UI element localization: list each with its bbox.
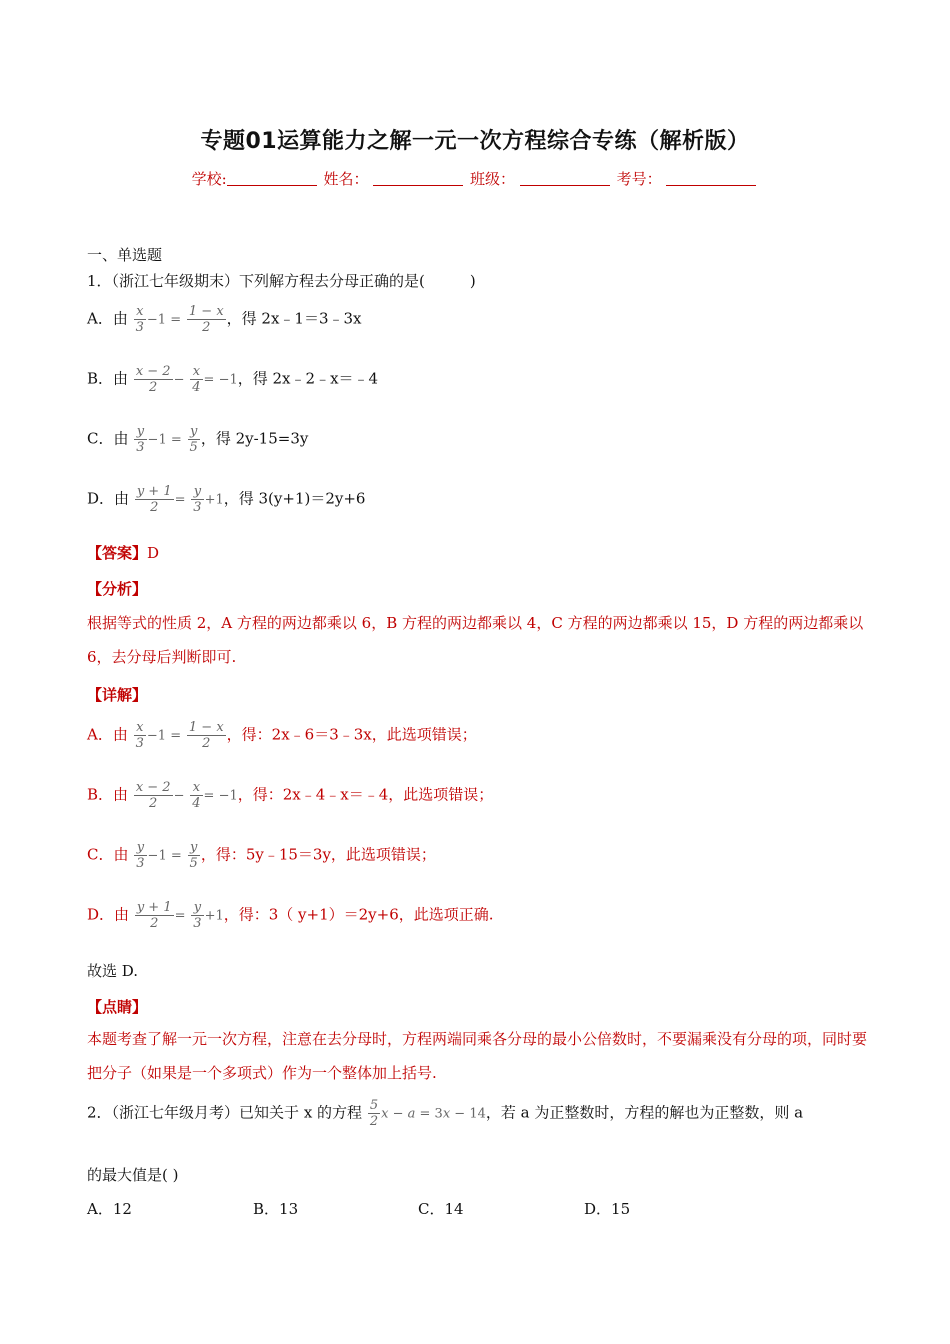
q1-option-d: D．由 $\frac{y + 1}{2}$ = $\frac{y}{3}$ +1，得 3(y+1)＝2y+6	[87, 484, 366, 515]
class-label: 班级：	[470, 170, 516, 188]
q1-option-b: B．由 $\frac{x - 2}{2}$ − $\frac{x}{4}$ = −1，得 2x﹣2﹣x＝﹣4	[87, 364, 379, 395]
number-blank	[666, 171, 756, 186]
question-2-stem-cont: 的最大值是( )	[87, 1166, 179, 1184]
q1-detail-tag: 【详解】	[87, 686, 148, 704]
q1-analysis-tag: 【分析】	[87, 580, 148, 598]
q1-comment-text: 本题考查了解一元一次方程，注意在去分母时，方程两端同乘各分母的最小公倍数时，不要漏乘没有分母的项，同时要把分子（如果是一个多项式）作为一个整体加上括号.	[87, 1030, 868, 1082]
q1-detail-b: B．由 $\frac{x - 2}{2}$ − $\frac{x}{4}$ = −1，得：2x﹣4﹣x＝﹣4，此选项错误；	[87, 780, 494, 811]
q1-detail-d: D．由 $\frac{y + 1}{2}$ = $\frac{y}{3}$ +1，得：3（ y+1）＝2y+6，此选项正确.	[87, 900, 494, 931]
q2-option-a: A．12	[87, 1200, 132, 1218]
q1-answer: 【答案】D	[87, 544, 160, 562]
section-heading: 一、单选题	[87, 246, 163, 264]
school-label: 学校:	[191, 170, 227, 188]
q1-option-c: C．由 $\frac{y}{3}$ −1 = $\frac{y}{5}$ ，得 2y-15=3y	[87, 424, 309, 455]
q1-analysis-text: 根据等式的性质 2，A 方程的两边都乘以 6，B 方程的两边都乘以 4，C 方程的两边都乘以 15，D 方程的两边都乘以 6，去分母后判断即可.	[87, 614, 864, 666]
q1-detail-c: C．由 $\frac{y}{3}$ −1 = $\frac{y}{5}$ ，得：5y﹣15＝3y，此选项错误；	[87, 840, 436, 871]
name-label: 姓名：	[323, 170, 369, 188]
class-blank	[520, 171, 610, 186]
q2-option-c: C．14	[418, 1200, 464, 1218]
q1-comment-tag: 【点睛】	[87, 998, 148, 1016]
q1-choose: 故选 D.	[87, 962, 139, 980]
q1-detail-a: A．由 $\frac{x}{3}$ −1 = $\frac{1 - x}{2}$ ，得：2x﹣6＝3﹣3x，此选项错误；	[87, 720, 477, 751]
q2-option-d: D．15	[584, 1200, 631, 1218]
school-blank	[227, 171, 317, 186]
question-1-stem: 1．（浙江七年级期末）下列解方程去分母正确的是( )	[87, 272, 476, 290]
name-blank	[373, 171, 463, 186]
q2-option-b: B．13	[253, 1200, 299, 1218]
student-info-line	[0, 168, 950, 189]
q1-option-a: A．由 $\frac{x}{3}$ −1 = $\frac{1 - x}{2}$ ，得 2x﹣1＝3﹣3x	[87, 304, 362, 335]
number-label: 考号：	[616, 170, 662, 188]
page-title: 专题01运算能力之解一元一次方程综合专练（解析版）	[200, 129, 750, 154]
question-2-stem: 2．（浙江七年级月考）已知关于 x 的方程 $\frac{5}{2}$ x − a = 3x − 14，若 a 为正整数时，方程的解也为正整数，则 a	[87, 1098, 804, 1129]
